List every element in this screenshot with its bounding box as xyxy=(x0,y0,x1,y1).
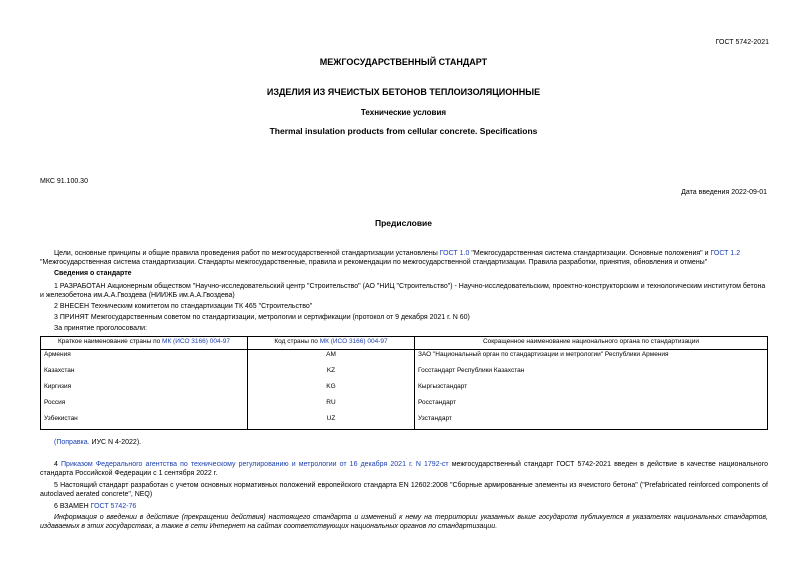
country-name: Казахстан xyxy=(41,366,248,382)
country-name: Киргизия xyxy=(41,382,248,398)
country-code: UZ xyxy=(248,414,415,430)
voted-label: За принятие проголосовали: xyxy=(54,325,147,332)
country-code: KG xyxy=(248,382,415,398)
preface-heading: Предисловие xyxy=(374,218,433,228)
national-body-header: Сокращенное наименование национального органа по стандартизации xyxy=(415,337,768,350)
country-name: Узбекистан xyxy=(41,414,248,430)
preface-paragraph-1: Цели, основные принципы и общие правила проведения работ по межгосударственной стандартизации установлены ГОСТ 1.0 "Межгосударственная система стандартизации. Основные положения" и ГОСТ 1.2 "Межгосударственная система стандартизации. Стандарты межгосударственные, правила и рекомендации по межгосударственной стандартизации. Правила разработки, принятия, обновления и отмены" xyxy=(40,250,741,266)
document-title: ИЗДЕЛИЯ ИЗ ЯЧЕИСТЫХ БЕТОНОВ ТЕПЛОИЗОЛЯЦИОННЫЕ xyxy=(266,87,541,97)
mk-iso-3166-link[interactable]: МК (ИСО 3166) 004-97 xyxy=(162,338,230,345)
table-row xyxy=(41,398,768,414)
gost-1-0-link[interactable]: ГОСТ 1.0 xyxy=(439,250,470,257)
gost-1-2-link[interactable]: ГОСТ 1.2 xyxy=(710,250,741,257)
table-row xyxy=(41,366,768,382)
amendment-link[interactable]: (Поправка. xyxy=(54,439,90,446)
item-2-submitted: 2 ВНЕСЕН Техническим комитетом по стандартизации ТК 465 "Строительство" xyxy=(54,303,313,310)
introduction-date: Дата введения 2022-09-01 xyxy=(681,189,767,196)
table-header-row xyxy=(41,337,768,350)
item-5-basis: 5 Настоящий стандарт разработан с учетом основных нормативных положений европейского стандарта EN 12602:2008 "Сборные армированные элементы из ячеистого бетона" ("Prefabricated reinforced components of autoclaved aerated concrete", NEQ) xyxy=(40,482,768,498)
country-name: Россия xyxy=(41,398,248,414)
voting-countries-table xyxy=(40,336,768,430)
document-title-english: Thermal insulation products from cellular concrete. Specifications xyxy=(269,126,538,136)
table-row xyxy=(41,350,768,366)
standard-info-heading: Сведения о стандарте xyxy=(54,270,132,277)
country-code: AM xyxy=(248,350,415,366)
country-name: Армения xyxy=(41,350,248,366)
country-code: KZ xyxy=(248,366,415,382)
national-body: Кыргызстандарт xyxy=(415,382,768,398)
publication-info-note: Информация о введении в действие (прекращении действия) настоящего стандарта и изменений к нему на территории указанных выше государств публикуется в указателях национальных стандартов, издаваемых в этих государствах, а также в сети Интернет на сайтах соответствующих национальных органов по стандартизации. xyxy=(40,514,768,530)
item-1-developed: 1 РАЗРАБОТАН Акционерным обществом "Научно-исследовательский центр "Строительство" (АО "НИЦ "Строительство") - Научно-исследовательским, проектно-конструкторским и технологическим институтом бетона и железобетона им.А.А.Гвоздева (НИИЖБ им.А.А.Гвоздева) xyxy=(40,283,766,299)
mk-iso-3166-code-link[interactable]: МК (ИСО 3166) 004-97 xyxy=(319,338,388,345)
document-subtitle: Технические условия xyxy=(360,108,447,117)
country-name-header: Краткое наименование страны по МК (ИСО 3166) 004-97 xyxy=(41,337,248,350)
national-body: Росстандарт xyxy=(415,398,768,414)
document-code: ГОСТ 5742-2021 xyxy=(715,39,769,46)
country-code-header: Код страны по МК (ИСО 3166) 004-97 xyxy=(248,337,415,350)
national-body: Госстандарт Республики Казахстан xyxy=(415,366,768,382)
standard-type: МЕЖГОСУДАРСТВЕННЫЙ СТАНДАРТ xyxy=(319,57,488,67)
mks-code: МКС 91.100.30 xyxy=(40,178,88,185)
country-code: RU xyxy=(248,398,415,414)
rosstandart-order-link[interactable]: Приказом Федерального агентства по техническому регулированию и метрологии от 16 декабря 2021 г. N 1792-ст xyxy=(61,461,449,468)
item-6-replaces: 6 ВЗАМЕН ГОСТ 5742-76 xyxy=(54,503,137,510)
table-row xyxy=(41,382,768,398)
item-3-adopted: 3 ПРИНЯТ Межгосударственным советом по стандартизации, метрологии и сертификации (протокол от 9 декабря 2021 г. N 60) xyxy=(54,314,470,321)
table-row xyxy=(41,414,768,430)
gost-5742-76-link[interactable]: ГОСТ 5742-76 xyxy=(90,503,137,510)
national-body: Узстандарт xyxy=(415,414,768,430)
item-4-enacted: 4 Приказом Федерального агентства по техническому регулированию и метрологии от 16 декабря 2021 г. N 1792-ст межгосударственный стандарт ГОСТ 5742-2021 введен в действие в качестве национального стандарта Российской Федерации с 1 сентября 2022 г. xyxy=(40,461,768,477)
national-body: ЗАО "Национальный орган по стандартизации и метрологии" Республики Армения xyxy=(415,350,768,366)
amendment-note: (Поправка. ИУС N 4-2022). xyxy=(54,439,142,446)
